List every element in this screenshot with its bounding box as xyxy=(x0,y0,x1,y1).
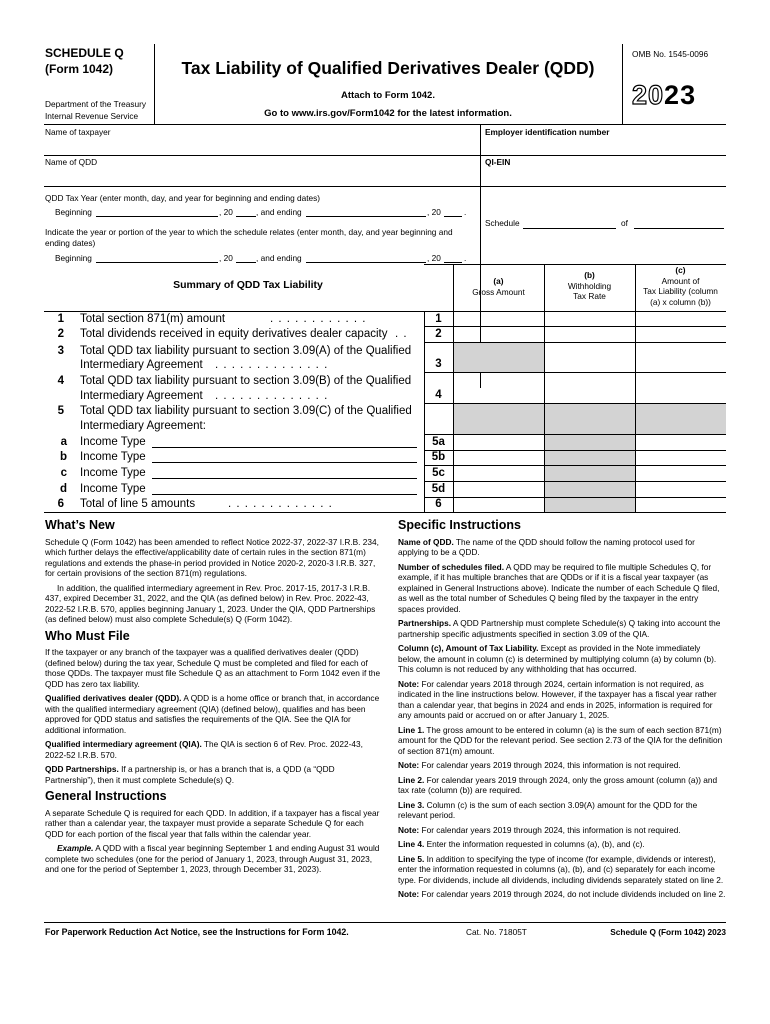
r-p7 xyxy=(398,760,726,771)
tax-year-label: QDD Tax Year (enter month, day, and year for beginning and ending dates) xyxy=(45,193,321,203)
shade-5 xyxy=(453,403,726,434)
line-1-num: 1 xyxy=(57,313,64,325)
schedule-id: SCHEDULE Q xyxy=(45,46,124,60)
and-ending-label: , and ending xyxy=(256,207,302,217)
qdd-name-input[interactable] xyxy=(46,168,478,185)
r-p9-text: Column (c) is the sum of each section 3.09(A) amount for the QDD for the relevant period. xyxy=(398,799,698,820)
who-p4 xyxy=(45,764,382,785)
who-must-file-heading: Who Must File xyxy=(45,628,130,643)
r-p4 xyxy=(398,643,726,675)
line-5c-label: Income Type xyxy=(80,467,146,479)
line-5a-box: 5a xyxy=(432,436,445,448)
tax-year-suffix: 23 xyxy=(664,80,697,110)
form-number: (Form 1042) xyxy=(45,62,114,76)
col-c-header xyxy=(635,265,726,307)
who-p1: If the taxpayer or any branch of the taxpayer was a qualified derivatives dealer (QDD) (defined below) during the tax year, Schedule Q must be completed and filed for each of those QDDs. The taxpayer must file Schedule Q as an attachment to Form 1042 even if the QDD has zero tax liability. xyxy=(45,647,381,689)
specific-instructions-heading: Specific Instructions xyxy=(398,518,521,532)
line-3-box: 3 xyxy=(435,358,442,370)
gen-p2 xyxy=(45,843,382,875)
beginning-label-2: Beginning xyxy=(55,253,92,263)
line-5b-box: 5b xyxy=(431,451,446,463)
gen-p1: A separate Schedule Q is required for each QDD. In addition, if a taxpayer has a fiscal year rather than a calendar year, the taxpayer must provide a separate Schedule Q for each QDD for each portion of the fiscal year that falls within the calendar year. xyxy=(45,807,380,839)
r-p13-text: For calendar years 2019 through 2024, do not include dividends included on line 2. xyxy=(419,889,726,899)
ein-label: Employer identification number xyxy=(485,127,610,137)
r-p1 xyxy=(398,537,726,558)
col-c-text3: (a) x column (b)) xyxy=(650,296,711,307)
line-5c-letter: c xyxy=(60,467,67,479)
grid-h9 xyxy=(424,497,726,498)
line-5b-label: Income Type xyxy=(80,451,146,463)
line-4-num: 4 xyxy=(57,375,64,387)
col-c-text1: Amount of xyxy=(661,275,700,286)
line-6-dots: . . . . . . . . . . . . . xyxy=(228,498,333,510)
col-b-header xyxy=(544,270,635,302)
r-p5 xyxy=(398,679,726,721)
r-p8 xyxy=(398,775,726,796)
line-1-box: 1 xyxy=(435,313,442,325)
dept-treasury: Department of the Treasury xyxy=(45,99,146,109)
who-p3-text: The QIA is section 6 of Rev. Proc. 2022-43, 2022-52 I.R.B. 570. xyxy=(45,739,363,760)
line-2-text: Total dividends received in equity derivatives dealer capacity xyxy=(80,328,388,340)
taxpayer-name-label: Name of taxpayer xyxy=(45,127,111,137)
r-p4-text: Except as provided in the Note immediately below, the amount in column (c) is determined by multiplying column (a) by column (b). This column is not reduced by any withholding that has occurred. xyxy=(398,643,717,674)
tax-year-prefix: 20 xyxy=(632,80,665,110)
line-5-text1: Total QDD tax liability pursuant to section 3.09(C) of the Qualified xyxy=(80,405,412,417)
r-p9 xyxy=(398,800,726,821)
line-4-text2: Intermediary Agreement xyxy=(80,390,203,402)
line-5a-label: Income Type xyxy=(80,436,146,448)
schedule-total-input[interactable] xyxy=(634,228,724,229)
gen-p2-bold: Example. xyxy=(57,843,94,853)
r-p12-bold: Line 5. xyxy=(398,853,425,864)
rule-table-bottom xyxy=(44,512,726,513)
form-title: Tax Liability of Qualified Derivatives Dealer (QDD) xyxy=(181,58,595,78)
rule-header xyxy=(44,124,726,125)
shade-3a xyxy=(453,342,544,372)
col-c-letter: (c) xyxy=(675,265,686,275)
r-p4-bold: Column (c), Amount of Tax Liability. xyxy=(398,643,539,653)
col-a-header xyxy=(453,276,544,297)
grid-h7 xyxy=(424,465,726,466)
and-ending-label-2: , and ending xyxy=(256,253,302,263)
indicate-label: Indicate the year or portion of the year to which the schedule relates (enter month, day, and year beginning and ending dates) xyxy=(45,227,453,248)
r-p6-bold: Line 1. xyxy=(398,724,425,735)
r-p11-bold: Line 4. xyxy=(398,839,425,849)
form-id-footer: Schedule Q (Form 1042) 2023 xyxy=(610,927,726,937)
r-p1-bold: Name of QDD. xyxy=(398,536,454,547)
portion-end-year[interactable] xyxy=(444,262,462,263)
r-p13-bold: Note: xyxy=(398,889,420,899)
who-p2-text: A QDD is a home office or branch that, in accordance with the qualified intermediary agreement (QIA) (defined below), qualifies and has been approved for QDD status and satisfies the requirements of the QIA. See the QIA for additional information. xyxy=(45,693,380,735)
who-p2 xyxy=(45,693,382,735)
right-column xyxy=(398,514,726,904)
line-5b-income-type-input[interactable] xyxy=(152,462,417,463)
tax-year-end-date[interactable] xyxy=(306,216,426,217)
line-2-box: 2 xyxy=(435,328,442,340)
grid-h4 xyxy=(424,403,726,404)
ein-input[interactable] xyxy=(482,138,724,155)
goto-note: Go to www.irs.gov/Form1042 for the latest information. xyxy=(264,108,512,119)
r-p5-bold: Note: xyxy=(398,678,420,689)
line-5b-letter: b xyxy=(59,451,67,463)
whats-new-p1: Schedule Q (Form 1042) has been amended to reflect Notice 2022-37, 2022-37 I.R.B. 234, which further delays the effective/applicability date of certain rules in the section 871(m) regulations and extends the phase-in period provided in Notice 2020-2, 2020-3 I.R.B. 327, for certain provisions of the section 871(m) regulations. xyxy=(45,536,379,578)
omb-number: OMB No. 1545-0096 xyxy=(632,49,709,59)
line-5d-label: Income Type xyxy=(80,483,146,495)
r-p10-text: For calendar years 2019 through 2024, this information is not required. xyxy=(419,824,681,835)
tax-year-begin-year[interactable] xyxy=(236,216,256,217)
line-4-box: 4 xyxy=(435,389,442,401)
who-p3 xyxy=(45,739,382,760)
who-p3-bold: Qualified intermediary agreement (QIA). xyxy=(45,739,202,749)
whats-new-p2: In addition, the qualified intermediary agreement in Rev. Proc. 2017-15, 2017-3 I.R.B. 437, expired December 31, 2022, and the QIA (as defined below) in Rev. Proc. 2022-43, 2022-52 I.R.B. 570, applies beginning January 1, 2023. Under the QIA, QDD Partnerships (as defined below) must also complete Schedule(s) Q (Form 1042). xyxy=(45,582,376,624)
line-5-text2: Intermediary Agreement: xyxy=(80,420,206,432)
portion-end-date[interactable] xyxy=(306,262,426,263)
grid-h5 xyxy=(424,434,726,435)
r-p3-bold: Partnerships. xyxy=(398,618,452,628)
r-p3-text: A QDD Partnership must complete Schedule(s) Q taking into account the partnership specific adjustments specified in section 3.09 of the QIA. xyxy=(398,618,721,639)
line-4-text1: Total QDD tax liability pursuant to section 3.09(B) of the Qualified xyxy=(80,375,412,387)
header-divider-right xyxy=(622,44,623,124)
line-3-text1: Total QDD tax liability pursuant to section 3.09(A) of the Qualified xyxy=(80,345,412,357)
r-p7-text: For calendar years 2019 through 2024, this information is not required. xyxy=(419,760,681,770)
rule-name xyxy=(44,155,726,156)
tax-year xyxy=(632,80,696,111)
line-3-num: 3 xyxy=(57,345,64,357)
schedule-number-input[interactable] xyxy=(523,228,616,229)
r-p11-text: Enter the information requested in columns (a), (b), and (c). xyxy=(424,839,645,849)
line-1-amount[interactable] xyxy=(454,327,544,342)
qdd-name-label: Name of QDD xyxy=(45,157,98,167)
r-p8-text: For calendar years 2019 through 2024, only the gross amount (column (a)) and tax rate (column (b)) are required. xyxy=(398,774,718,795)
r-p10 xyxy=(398,825,726,836)
qi-ein-input[interactable] xyxy=(482,168,724,185)
line-5c-box: 5c xyxy=(432,467,445,479)
col-a-letter: (a) xyxy=(493,276,504,286)
line-1-dots: . . . . . . . . . . . . xyxy=(270,313,367,325)
r-p9-bold: Line 3. xyxy=(398,799,425,810)
r-p2-bold: Number of schedules filed. xyxy=(398,561,505,572)
taxpayer-name-input[interactable] xyxy=(46,138,478,155)
year-20-c: , 20 xyxy=(219,253,233,263)
tax-year-begin-date[interactable] xyxy=(96,216,218,217)
col-a-text: Gross Amount xyxy=(472,286,525,297)
r-p5-text: For calendar years 2018 through 2024, certain information is not required, as indicated in the line instructions below. However, if the taxpayer has a fiscal year rather than a calendar year, that begins in 2024 and ends in 2025, information is required for any amounts paid or accrued on or after January 1, 2025. xyxy=(398,678,717,720)
of-label: of xyxy=(621,218,628,228)
line-2-dots: . . xyxy=(395,328,408,340)
line-3-dots: . . . . . . . . . . . . . . xyxy=(215,359,329,371)
line-2-num: 2 xyxy=(57,328,64,340)
col-b-text2: Tax Rate xyxy=(573,291,606,301)
line-5d-letter: d xyxy=(59,483,67,495)
portion-begin-year[interactable] xyxy=(236,262,256,263)
line-5a-letter: a xyxy=(60,436,67,448)
line-6-text: Total of line 5 amounts xyxy=(80,498,196,510)
r-p3 xyxy=(398,618,726,639)
period-a: . xyxy=(464,207,467,217)
grid-h8 xyxy=(424,481,726,482)
paperwork-notice: For Paperwork Reduction Act Notice, see the Instructions for Form 1042. xyxy=(45,927,349,937)
left-column xyxy=(45,514,382,879)
year-20-d: , 20 xyxy=(427,253,441,263)
who-p4-text: If a partnership is, or has a branch that is, a QDD (a “QDD Partnership”), then it must complete Schedule(s) Q. xyxy=(45,764,335,785)
r-p1-text: The name of the QDD should follow the naming protocol used for applying to be a QDD. xyxy=(398,536,695,557)
col-b-letter: (b) xyxy=(584,270,595,280)
grid-h3 xyxy=(424,372,726,373)
tax-year-end-year[interactable] xyxy=(444,216,462,217)
grid-h6 xyxy=(424,450,726,451)
r-p8-bold: Line 2. xyxy=(398,774,425,785)
r-p7-bold: Note: xyxy=(398,760,420,770)
shade-6b xyxy=(544,497,635,512)
grid-h2 xyxy=(424,342,726,343)
irs-label: Internal Revenue Service xyxy=(45,111,139,121)
cat-number: Cat. No. 71805T xyxy=(466,927,527,937)
general-instructions-heading: General Instructions xyxy=(45,789,167,803)
r-p10-bold: Note: xyxy=(398,824,420,835)
qi-ein-label: QI-EIN xyxy=(485,157,511,167)
schedule-label: Schedule xyxy=(485,218,520,228)
line-4-dots: . . . . . . . . . . . . . . xyxy=(215,390,329,402)
col-c-text2: Tax Liability (column xyxy=(643,286,718,296)
line-5a-income-type-input[interactable] xyxy=(152,447,417,448)
grid-v3 xyxy=(544,264,545,512)
r-p2-text: A QDD may be required to file multiple Schedules Q, for example, if it has multiple branches that are QDDs or if it is a fiscal year taxpayer (as explained in General Instructions above). Indicate the number of each Schedule Q filed, as well as the total number of Schedules Q being filed by the taxpayer in the entry spaces provided. xyxy=(398,561,720,614)
line-5c-income-type-input[interactable] xyxy=(152,478,417,479)
rule-table-top xyxy=(44,311,726,312)
r-p6 xyxy=(398,725,726,757)
grid-v2 xyxy=(453,264,454,512)
summary-title: Summary of QDD Tax Liability xyxy=(173,279,323,291)
rule-footer xyxy=(44,922,726,923)
year-20-b: , 20 xyxy=(427,207,441,217)
line-5-num: 5 xyxy=(57,405,64,417)
col-b-text1: Withholding xyxy=(567,280,612,291)
line-6-box: 6 xyxy=(435,498,442,510)
year-20-a: , 20 xyxy=(219,207,233,217)
r-p13 xyxy=(398,889,726,900)
gen-p2-text: A QDD with a fiscal year beginning September 1 and ending August 31 would complete two schedules (one for the period of January 1, 2023, through August 31, 2023, and one for the period of September 1, 2023, through December 31, 2023). xyxy=(45,843,380,874)
beginning-label: Beginning xyxy=(55,207,92,217)
period-b: . xyxy=(464,253,467,263)
line-6-num: 6 xyxy=(57,498,64,510)
line-5d-income-type-input[interactable] xyxy=(152,494,417,495)
r-p11 xyxy=(398,839,726,850)
line-5d-box: 5d xyxy=(431,483,446,495)
grid-v4 xyxy=(635,264,636,512)
r-p12 xyxy=(398,854,726,886)
r-p6-text: The gross amount to be entered in column (a) is the sum of each section 871(m) amount for the QDD for the relevant period. See section 2.73 of the QIA for the definition of section 871(m) amount. xyxy=(398,724,723,756)
who-p2-bold: Qualified derivatives dealer (QDD). xyxy=(45,693,182,703)
portion-begin-date[interactable] xyxy=(96,262,218,263)
whats-new-heading: What’s New xyxy=(45,518,115,532)
r-p12-text: In addition to specifying the type of income (for example, dividends or interest), enter the information requested in columns (a), (b), and (c) separately for each income type. For dividends, include all dividends, including dividends separately stated on line 2. xyxy=(398,853,724,885)
rule-qdd xyxy=(44,186,726,187)
who-p4-bold: QDD Partnerships. xyxy=(45,764,119,774)
line-3-text2: Intermediary Agreement xyxy=(80,359,203,371)
line-1-text: Total section 871(m) amount xyxy=(80,313,226,325)
r-p2 xyxy=(398,562,726,615)
attach-note: Attach to Form 1042. xyxy=(341,90,435,101)
